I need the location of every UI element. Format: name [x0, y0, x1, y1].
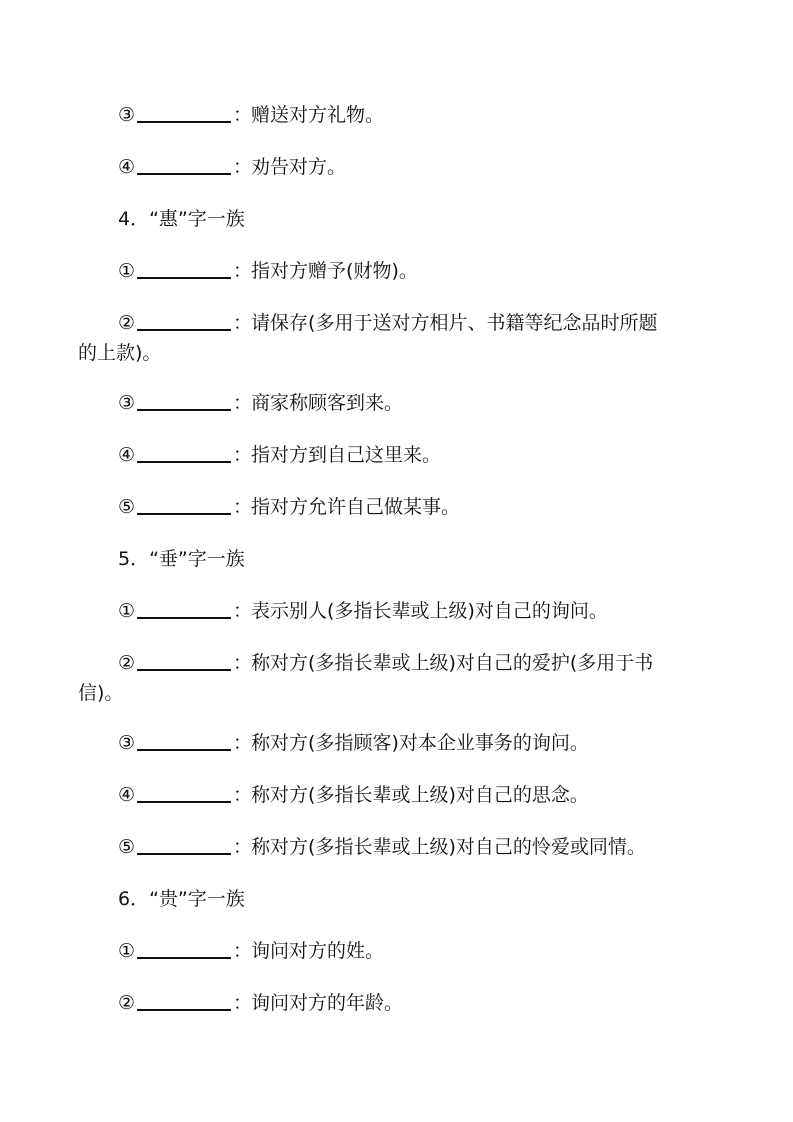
item-text: 称对方(多指长辈或上级)对自己的怜爱或同情。 — [251, 836, 646, 858]
answer-blank[interactable] — [137, 311, 231, 331]
item-text: 询问对方的姓。 — [251, 940, 385, 962]
item-number: ② — [118, 312, 136, 334]
answer-blank[interactable] — [137, 495, 231, 515]
list-item — [78, 730, 758, 756]
colon: ： — [233, 392, 253, 414]
list-item — [78, 442, 758, 468]
answer-blank[interactable] — [137, 155, 231, 175]
item-number: ② — [118, 652, 136, 674]
section-heading: 5．“垂”字一族 — [118, 548, 245, 570]
colon: ： — [233, 940, 253, 962]
answer-blank[interactable] — [137, 443, 231, 463]
item-number: ④ — [118, 156, 136, 178]
item-text: 称对方(多指长辈或上级)对自己的思念。 — [251, 784, 589, 806]
item-number: ② — [118, 992, 136, 1014]
colon: ： — [233, 444, 253, 466]
list-item — [78, 102, 758, 128]
colon: ： — [233, 652, 253, 674]
section-heading: 4．“惠”字一族 — [118, 208, 245, 230]
item-number: ① — [118, 260, 136, 282]
item-text: 称对方(多指长辈或上级)对自己的爱护(多用于书 — [251, 652, 654, 674]
item-text: 称对方(多指顾客)对本企业事务的询问。 — [251, 732, 589, 754]
item-number: ⑤ — [118, 496, 136, 518]
colon: ： — [233, 312, 253, 334]
item-text: 指对方允许自己做某事。 — [251, 496, 461, 518]
colon: ： — [233, 600, 253, 622]
item-text-continuation: 信)。 — [78, 682, 124, 704]
item-number: ⑤ — [118, 836, 136, 858]
answer-blank[interactable] — [137, 391, 231, 411]
answer-blank[interactable] — [137, 259, 231, 279]
item-text: 指对方赠予(财物)。 — [251, 260, 418, 282]
colon: ： — [233, 992, 253, 1014]
answer-blank[interactable] — [137, 651, 231, 671]
list-item — [78, 390, 758, 416]
colon: ： — [233, 156, 253, 178]
answer-blank[interactable] — [137, 835, 231, 855]
colon: ： — [233, 784, 253, 806]
list-item — [78, 310, 758, 336]
list-item — [78, 938, 758, 964]
list-item — [78, 154, 758, 180]
item-number: ③ — [118, 104, 136, 126]
answer-blank[interactable] — [137, 991, 231, 1011]
colon: ： — [233, 104, 253, 126]
list-item — [78, 598, 758, 624]
item-number: ④ — [118, 784, 136, 806]
item-text: 商家称顾客到来。 — [251, 392, 404, 414]
item-text: 指对方到自己这里来。 — [251, 444, 442, 466]
item-number: ① — [118, 600, 136, 622]
answer-blank[interactable] — [137, 731, 231, 751]
answer-blank[interactable] — [137, 103, 231, 123]
list-item — [78, 650, 758, 676]
answer-blank[interactable] — [137, 939, 231, 959]
list-item — [78, 834, 758, 860]
colon: ： — [233, 496, 253, 518]
item-text: 赠送对方礼物。 — [251, 104, 385, 126]
colon: ： — [233, 732, 253, 754]
colon: ： — [233, 836, 253, 858]
item-text-continuation: 的上款)。 — [78, 342, 162, 364]
item-number: ④ — [118, 444, 136, 466]
item-number: ③ — [118, 732, 136, 754]
list-item — [78, 782, 758, 808]
item-text: 表示别人(多指长辈或上级)对自己的询问。 — [251, 600, 608, 622]
item-text: 劝告对方。 — [251, 156, 347, 178]
colon: ： — [233, 260, 253, 282]
list-item — [78, 990, 758, 1016]
section-heading: 6．“贵”字一族 — [118, 888, 245, 910]
item-number: ① — [118, 940, 136, 962]
list-item — [78, 494, 758, 520]
item-number: ③ — [118, 392, 136, 414]
answer-blank[interactable] — [137, 783, 231, 803]
item-text: 请保存(多用于送对方相片、书籍等纪念品时所题 — [251, 312, 658, 334]
list-item — [78, 258, 758, 284]
item-text: 询问对方的年龄。 — [251, 992, 404, 1014]
answer-blank[interactable] — [137, 599, 231, 619]
